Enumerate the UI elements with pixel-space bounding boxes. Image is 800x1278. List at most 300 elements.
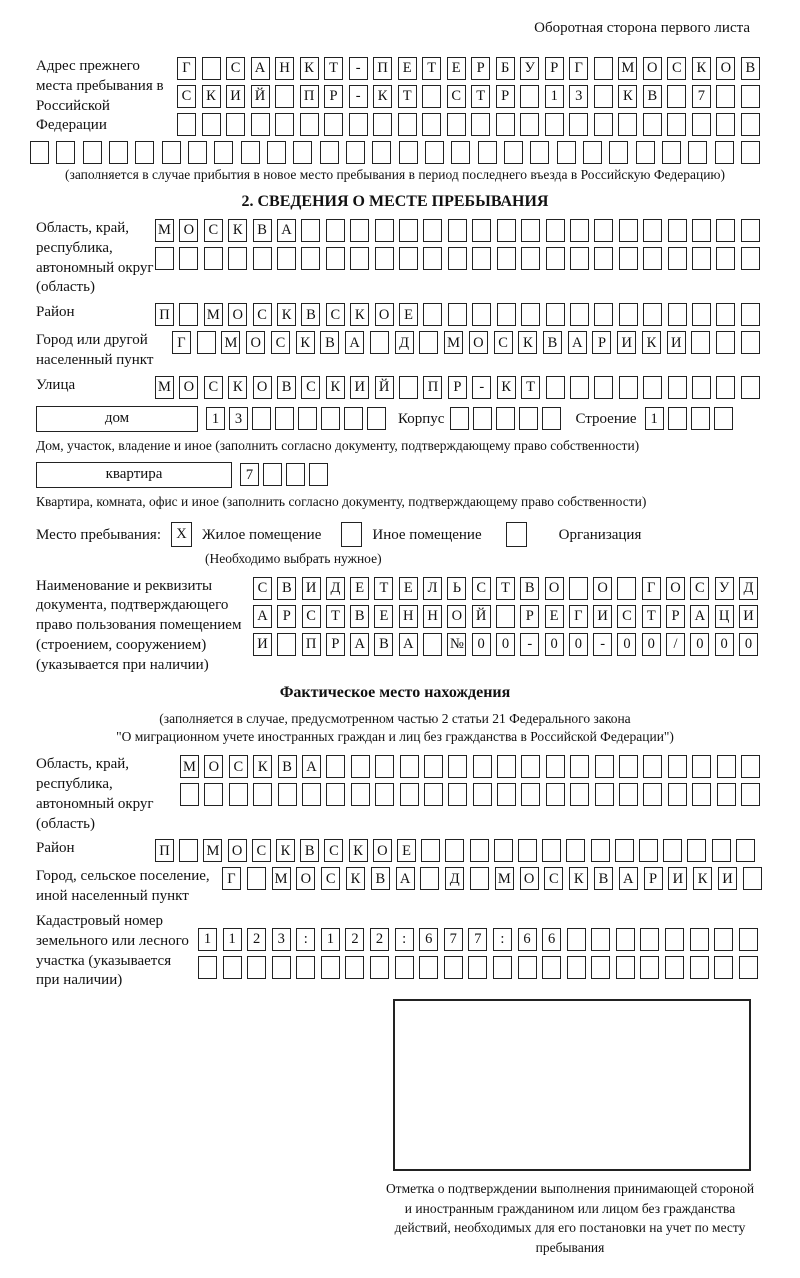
char-box[interactable] (594, 247, 613, 270)
char-box[interactable] (712, 839, 731, 862)
char-box[interactable] (741, 303, 760, 326)
char-box[interactable]: Д (326, 577, 345, 600)
char-box[interactable] (640, 928, 659, 951)
char-box[interactable] (497, 247, 516, 270)
char-box[interactable] (619, 247, 638, 270)
char-box[interactable] (496, 605, 515, 628)
char-box[interactable] (223, 956, 242, 979)
char-box[interactable]: 7 (692, 85, 711, 108)
char-box[interactable]: П (302, 633, 321, 656)
char-box[interactable]: В (643, 85, 662, 108)
char-box[interactable] (715, 141, 734, 164)
char-box[interactable]: 3 (569, 85, 588, 108)
char-box[interactable]: И (718, 867, 737, 890)
char-box[interactable] (569, 577, 588, 600)
char-box[interactable]: Б (496, 57, 515, 80)
char-box[interactable] (398, 113, 417, 136)
char-box[interactable]: М (221, 331, 240, 354)
char-box[interactable]: 2 (247, 928, 266, 951)
char-box[interactable] (470, 867, 489, 890)
char-box[interactable] (665, 928, 684, 951)
char-box[interactable] (691, 407, 710, 430)
char-box[interactable]: Й (375, 376, 394, 399)
char-box[interactable]: И (667, 331, 686, 354)
char-box[interactable] (497, 755, 516, 778)
char-box[interactable] (425, 141, 444, 164)
char-box[interactable] (400, 755, 419, 778)
char-box[interactable] (241, 141, 260, 164)
char-box[interactable] (591, 928, 610, 951)
char-box[interactable] (344, 407, 363, 430)
char-box[interactable] (197, 331, 216, 354)
char-box[interactable]: И (253, 633, 272, 656)
char-box[interactable]: К (296, 331, 315, 354)
char-box[interactable] (30, 141, 49, 164)
char-box[interactable] (741, 141, 760, 164)
char-box[interactable] (345, 956, 364, 979)
char-box[interactable] (716, 85, 735, 108)
char-box[interactable]: 0 (690, 633, 709, 656)
char-box[interactable] (350, 247, 369, 270)
char-box[interactable]: П (373, 57, 392, 80)
char-box[interactable] (395, 956, 414, 979)
char-box[interactable]: М (618, 57, 637, 80)
char-box[interactable] (448, 303, 467, 326)
char-box[interactable] (275, 407, 294, 430)
char-box[interactable]: Г (569, 605, 588, 628)
char-box[interactable]: В (520, 577, 539, 600)
char-box[interactable] (668, 303, 687, 326)
char-box[interactable] (320, 141, 339, 164)
char-box[interactable]: 1 (645, 407, 664, 430)
char-box[interactable] (741, 247, 760, 270)
char-box[interactable] (687, 839, 706, 862)
char-box[interactable]: 2 (345, 928, 364, 951)
char-box[interactable]: К (277, 303, 296, 326)
char-box[interactable] (301, 247, 320, 270)
char-box[interactable] (373, 113, 392, 136)
char-box[interactable]: М (444, 331, 463, 354)
char-box[interactable] (521, 247, 540, 270)
char-box[interactable] (263, 463, 282, 486)
char-box[interactable] (155, 247, 174, 270)
char-box[interactable] (444, 956, 463, 979)
char-box[interactable]: 7 (240, 463, 259, 486)
char-box[interactable]: С (253, 303, 272, 326)
char-box[interactable]: И (617, 331, 636, 354)
char-box[interactable] (372, 141, 391, 164)
char-box[interactable]: К (569, 867, 588, 890)
char-box[interactable]: Т (496, 577, 515, 600)
char-box[interactable]: А (302, 755, 321, 778)
char-box[interactable] (741, 755, 760, 778)
char-box[interactable] (375, 247, 394, 270)
char-box[interactable]: Т (324, 57, 343, 80)
char-box[interactable] (497, 783, 516, 806)
char-box[interactable] (470, 839, 489, 862)
char-box[interactable] (198, 956, 217, 979)
char-box[interactable] (717, 755, 736, 778)
char-box[interactable] (324, 113, 343, 136)
char-box[interactable] (736, 839, 755, 862)
char-box[interactable] (668, 247, 687, 270)
char-box[interactable] (423, 247, 442, 270)
char-box[interactable]: С (690, 577, 709, 600)
char-box[interactable] (518, 839, 537, 862)
char-box[interactable] (180, 783, 199, 806)
char-box[interactable] (272, 956, 291, 979)
char-box[interactable] (472, 247, 491, 270)
char-box[interactable] (309, 463, 328, 486)
char-box[interactable]: В (277, 376, 296, 399)
char-box[interactable]: Р (666, 605, 685, 628)
char-box[interactable] (399, 376, 418, 399)
char-box[interactable]: И (226, 85, 245, 108)
char-box[interactable] (252, 407, 271, 430)
char-box[interactable] (546, 755, 565, 778)
char-box[interactable]: К (692, 57, 711, 80)
char-box[interactable] (450, 407, 469, 430)
char-box[interactable]: О (666, 577, 685, 600)
char-box[interactable]: Т (642, 605, 661, 628)
char-box[interactable]: О (179, 219, 198, 242)
char-box[interactable] (326, 783, 345, 806)
char-box[interactable] (668, 755, 687, 778)
char-box[interactable]: О (520, 867, 539, 890)
char-box[interactable]: В (371, 867, 390, 890)
char-box[interactable]: В (277, 577, 296, 600)
char-box[interactable] (617, 577, 636, 600)
char-box[interactable]: 3 (229, 407, 248, 430)
char-box[interactable]: К (276, 839, 295, 862)
char-box[interactable]: А (350, 633, 369, 656)
char-box[interactable] (300, 113, 319, 136)
char-box[interactable]: Л (423, 577, 442, 600)
char-box[interactable] (619, 376, 638, 399)
char-box[interactable] (375, 219, 394, 242)
char-box[interactable]: 6 (419, 928, 438, 951)
char-box[interactable]: П (300, 85, 319, 108)
char-box[interactable] (546, 303, 565, 326)
char-box[interactable] (643, 755, 662, 778)
char-box[interactable]: 1 (198, 928, 217, 951)
char-box[interactable] (423, 303, 442, 326)
char-box[interactable]: Р (592, 331, 611, 354)
char-box[interactable] (594, 85, 613, 108)
char-box[interactable] (375, 783, 394, 806)
char-box[interactable] (643, 783, 662, 806)
char-box[interactable]: А (568, 331, 587, 354)
char-box[interactable]: Е (399, 303, 418, 326)
char-box[interactable] (616, 928, 635, 951)
char-box[interactable]: С (302, 605, 321, 628)
char-box[interactable] (741, 113, 760, 136)
char-box[interactable] (569, 113, 588, 136)
char-box[interactable] (643, 376, 662, 399)
char-box[interactable]: О (375, 303, 394, 326)
char-box[interactable] (619, 219, 638, 242)
char-box[interactable] (370, 956, 389, 979)
char-box[interactable]: И (739, 605, 758, 628)
char-box[interactable]: К (693, 867, 712, 890)
char-box[interactable] (714, 956, 733, 979)
char-box[interactable] (293, 141, 312, 164)
char-box[interactable] (83, 141, 102, 164)
char-box[interactable] (668, 783, 687, 806)
char-box[interactable] (375, 755, 394, 778)
char-box[interactable] (546, 247, 565, 270)
char-box[interactable]: К (253, 755, 272, 778)
char-box[interactable] (399, 141, 418, 164)
char-box[interactable]: Н (423, 605, 442, 628)
char-box[interactable] (253, 247, 272, 270)
char-box[interactable] (204, 783, 223, 806)
char-box[interactable] (346, 141, 365, 164)
char-box[interactable] (229, 783, 248, 806)
char-box[interactable] (690, 956, 709, 979)
char-box[interactable]: Д (445, 867, 464, 890)
char-box[interactable]: 0 (496, 633, 515, 656)
char-box[interactable]: К (326, 376, 345, 399)
char-box[interactable]: 7 (468, 928, 487, 951)
char-box[interactable] (668, 219, 687, 242)
char-box[interactable]: В (253, 219, 272, 242)
char-box[interactable] (616, 956, 635, 979)
char-box[interactable] (424, 783, 443, 806)
char-box[interactable]: В (320, 331, 339, 354)
char-box[interactable]: С (177, 85, 196, 108)
char-box[interactable]: О (204, 755, 223, 778)
char-box[interactable] (594, 113, 613, 136)
char-box[interactable] (741, 376, 760, 399)
char-box[interactable]: 2 (370, 928, 389, 951)
char-box[interactable]: К (618, 85, 637, 108)
char-box[interactable]: В (300, 839, 319, 862)
char-box[interactable]: К (497, 376, 516, 399)
char-box[interactable]: Н (399, 605, 418, 628)
char-box[interactable] (542, 839, 561, 862)
char-box[interactable]: - (349, 85, 368, 108)
char-box[interactable] (278, 783, 297, 806)
char-box[interactable]: О (246, 331, 265, 354)
char-box[interactable]: : (395, 928, 414, 951)
char-box[interactable] (542, 407, 561, 430)
char-box[interactable] (570, 247, 589, 270)
char-box[interactable] (570, 303, 589, 326)
char-box[interactable]: Е (447, 57, 466, 80)
char-box[interactable] (619, 303, 638, 326)
char-box[interactable]: Е (350, 577, 369, 600)
char-box[interactable] (478, 141, 497, 164)
char-box[interactable] (594, 376, 613, 399)
char-box[interactable]: Й (251, 85, 270, 108)
char-box[interactable]: Т (422, 57, 441, 80)
char-box[interactable]: К (518, 331, 537, 354)
char-box[interactable]: / (666, 633, 685, 656)
char-box[interactable]: 6 (518, 928, 537, 951)
char-box[interactable] (419, 956, 438, 979)
char-box[interactable] (135, 141, 154, 164)
char-box[interactable] (370, 331, 389, 354)
char-box[interactable] (619, 755, 638, 778)
char-box[interactable] (275, 85, 294, 108)
char-box[interactable] (468, 956, 487, 979)
char-box[interactable]: О (253, 376, 272, 399)
char-box[interactable] (496, 113, 515, 136)
char-box[interactable] (521, 783, 540, 806)
char-box[interactable]: Е (398, 57, 417, 80)
char-box[interactable] (420, 867, 439, 890)
char-box[interactable] (504, 141, 523, 164)
char-box[interactable]: Г (177, 57, 196, 80)
char-box[interactable]: Т (398, 85, 417, 108)
char-box[interactable]: Р (277, 605, 296, 628)
char-box[interactable]: С (544, 867, 563, 890)
char-box[interactable] (668, 407, 687, 430)
char-box[interactable] (567, 928, 586, 951)
char-box[interactable] (494, 839, 513, 862)
char-box[interactable]: М (272, 867, 291, 890)
char-box[interactable] (714, 407, 733, 430)
char-box[interactable]: И (593, 605, 612, 628)
char-box[interactable]: Р (545, 57, 564, 80)
char-box[interactable]: Т (326, 605, 345, 628)
char-box[interactable] (251, 113, 270, 136)
char-box[interactable]: М (155, 376, 174, 399)
char-box[interactable] (179, 247, 198, 270)
char-box[interactable] (594, 303, 613, 326)
char-box[interactable] (739, 928, 758, 951)
char-box[interactable]: 1 (545, 85, 564, 108)
char-box[interactable] (546, 376, 565, 399)
char-box[interactable]: В (741, 57, 760, 80)
char-box[interactable] (448, 783, 467, 806)
char-box[interactable] (419, 331, 438, 354)
char-box[interactable]: Д (739, 577, 758, 600)
char-box[interactable]: 0 (617, 633, 636, 656)
char-box[interactable] (179, 839, 198, 862)
char-box[interactable] (473, 407, 492, 430)
char-box[interactable] (424, 755, 443, 778)
char-box[interactable] (557, 141, 576, 164)
char-box[interactable] (277, 247, 296, 270)
char-box[interactable] (643, 247, 662, 270)
char-box[interactable]: Т (374, 577, 393, 600)
char-box[interactable] (275, 113, 294, 136)
char-box[interactable] (692, 376, 711, 399)
char-box[interactable]: В (374, 633, 393, 656)
char-box[interactable] (663, 839, 682, 862)
char-box[interactable] (518, 956, 537, 979)
char-box[interactable] (451, 141, 470, 164)
char-box[interactable] (570, 755, 589, 778)
char-box[interactable]: П (155, 839, 174, 862)
char-box[interactable] (267, 141, 286, 164)
char-box[interactable] (521, 755, 540, 778)
char-box[interactable]: О (179, 376, 198, 399)
char-box[interactable]: О (643, 57, 662, 80)
char-box[interactable] (423, 219, 442, 242)
char-box[interactable] (692, 113, 711, 136)
char-box[interactable]: 7 (444, 928, 463, 951)
char-box[interactable]: С (321, 867, 340, 890)
char-box[interactable]: Ц (715, 605, 734, 628)
char-box[interactable]: 3 (272, 928, 291, 951)
char-box[interactable]: О (228, 303, 247, 326)
char-box[interactable]: - (349, 57, 368, 80)
char-box[interactable] (253, 783, 272, 806)
char-box[interactable] (351, 755, 370, 778)
char-box[interactable]: Р (448, 376, 467, 399)
char-box[interactable] (473, 783, 492, 806)
char-box[interactable] (520, 85, 539, 108)
char-box[interactable] (399, 247, 418, 270)
char-box[interactable]: 0 (472, 633, 491, 656)
char-box[interactable]: О (469, 331, 488, 354)
char-box[interactable]: К (350, 303, 369, 326)
char-box[interactable]: К (228, 219, 247, 242)
char-box[interactable]: К (202, 85, 221, 108)
char-box[interactable] (214, 141, 233, 164)
char-box[interactable]: А (251, 57, 270, 80)
char-box[interactable] (496, 407, 515, 430)
char-box[interactable] (349, 113, 368, 136)
char-box[interactable] (448, 247, 467, 270)
char-box[interactable] (741, 85, 760, 108)
char-box[interactable] (493, 956, 512, 979)
char-box[interactable]: : (296, 928, 315, 951)
char-box[interactable] (594, 57, 613, 80)
char-box[interactable]: А (619, 867, 638, 890)
char-box[interactable]: П (423, 376, 442, 399)
char-box[interactable]: С (252, 839, 271, 862)
char-box[interactable] (662, 141, 681, 164)
char-box[interactable] (643, 219, 662, 242)
char-box[interactable] (717, 783, 736, 806)
char-box[interactable] (301, 219, 320, 242)
char-box[interactable]: А (253, 605, 272, 628)
char-box[interactable] (422, 85, 441, 108)
char-box[interactable] (530, 141, 549, 164)
char-box[interactable] (716, 219, 735, 242)
char-box[interactable] (716, 303, 735, 326)
char-box[interactable]: 1 (223, 928, 242, 951)
char-box[interactable] (542, 956, 561, 979)
char-box[interactable]: Е (399, 577, 418, 600)
char-box[interactable] (595, 783, 614, 806)
char-box[interactable] (665, 956, 684, 979)
char-box[interactable]: Г (642, 577, 661, 600)
char-box[interactable] (473, 755, 492, 778)
char-box[interactable]: С (324, 839, 343, 862)
char-box[interactable] (609, 141, 628, 164)
char-box[interactable]: А (277, 219, 296, 242)
char-box[interactable]: Е (545, 605, 564, 628)
char-box[interactable] (618, 113, 637, 136)
char-box[interactable]: С (226, 57, 245, 80)
char-box[interactable] (570, 783, 589, 806)
char-box[interactable] (639, 839, 658, 862)
char-box[interactable]: В (543, 331, 562, 354)
char-box[interactable]: М (495, 867, 514, 890)
char-box[interactable] (204, 247, 223, 270)
char-box[interactable] (351, 783, 370, 806)
char-box[interactable]: О (716, 57, 735, 80)
char-box[interactable]: Д (395, 331, 414, 354)
char-box[interactable] (298, 407, 317, 430)
char-box[interactable] (545, 113, 564, 136)
char-box[interactable] (179, 303, 198, 326)
